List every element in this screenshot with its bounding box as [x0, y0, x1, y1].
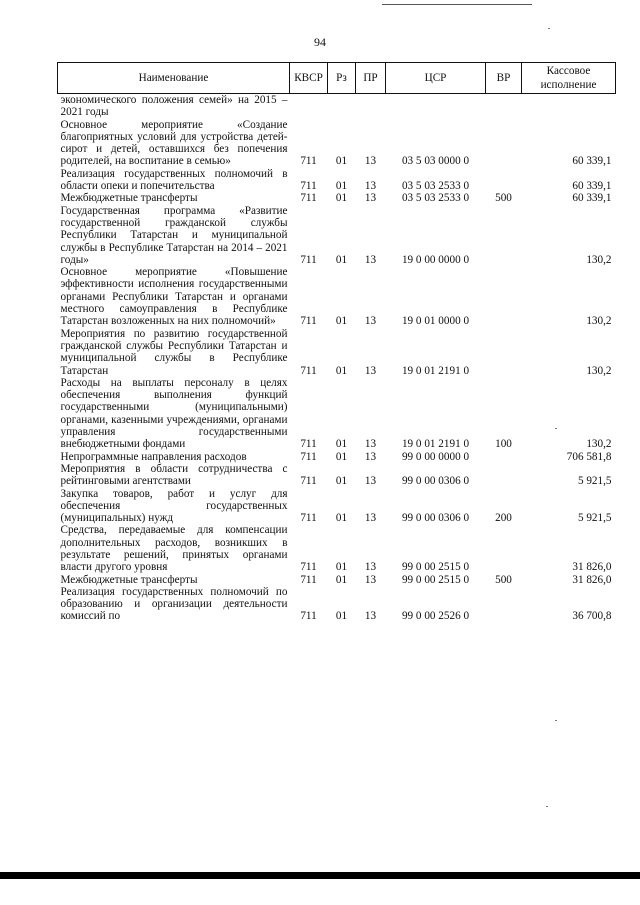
cell-pr: 13: [364, 561, 377, 574]
cell-kvsr: 711: [300, 192, 317, 205]
cell-csr: [386, 94, 486, 119]
cell-vr: 500: [495, 573, 512, 586]
cell-rz: 01: [335, 180, 348, 193]
scan-speck: [555, 720, 557, 721]
header-csr: ЦСР: [386, 63, 486, 94]
table-body: [58, 94, 616, 623]
cell-rz: 01: [335, 253, 348, 266]
cell-rz: 01: [335, 315, 348, 328]
cell-sum: 130,2: [586, 253, 612, 266]
cell-rz: 01: [335, 610, 348, 623]
header-sum: Кассовое исполнение: [522, 63, 616, 94]
cell-sum: 130,2: [586, 315, 612, 328]
header-rz: Рз: [328, 63, 356, 94]
cell-pr: 13: [364, 610, 377, 623]
cell-csr: 19 0 01 2191 0: [401, 438, 470, 451]
cell-csr: 99 0 00 0306 0: [401, 475, 470, 488]
cell-name: Основное мероприятие «Создание благоприятных условий для устройства детей-сирот и детей, оставшихся без попечения родителей, на воспитание в семью»: [60, 118, 288, 168]
cell-csr: 03 5 03 2533 0: [401, 180, 470, 193]
cell-vr: [486, 451, 522, 463]
cell-rz: 01: [335, 573, 348, 586]
cell-name: Реализация государственных полномочий по образованию и организации деятельности комиссий по: [60, 585, 288, 623]
cell-rz: 01: [335, 155, 348, 168]
cell-csr: 19 0 00 0000 0: [401, 253, 470, 266]
cell-rz: 01: [335, 192, 348, 205]
cell-name: Мероприятия в области сотрудничества с рейтинговыми агентствами: [60, 462, 288, 488]
table-row: [58, 119, 616, 168]
cell-kvsr: 711: [300, 475, 317, 488]
cell-name: Реализация государственных полномочий в области опеки и попечительства: [60, 167, 288, 193]
cell-vr: [486, 119, 522, 168]
table-header-row: [58, 63, 616, 94]
cell-kvsr: 711: [300, 573, 317, 586]
table-row: [58, 463, 616, 488]
cell-rz: 01: [335, 438, 348, 451]
cell-pr: 13: [364, 573, 377, 586]
cell-name: Непрограммные направления расходов: [60, 450, 247, 463]
cell-name: Мероприятия по развитию государственной гражданской службы Республики Татарстан и муниципальной службы в Республике Татарстан: [60, 327, 288, 377]
cell-kvsr: 711: [300, 450, 317, 463]
scan-speck: [548, 28, 550, 29]
cell-rz: [328, 94, 356, 119]
table-row: [58, 205, 616, 266]
cell-vr: [486, 524, 522, 573]
header-pr: ПР: [356, 63, 386, 94]
cell-pr: 13: [364, 475, 377, 488]
scan-speck: [555, 428, 557, 429]
scan-speck: [546, 806, 548, 807]
cell-pr: 13: [364, 315, 377, 328]
cell-csr: 03 5 03 2533 0: [401, 192, 470, 205]
cell-pr: 13: [364, 253, 377, 266]
cell-sum: [522, 94, 616, 119]
cell-vr: 500: [495, 192, 512, 205]
cell-pr: [356, 94, 386, 119]
cell-vr: [486, 328, 522, 377]
cell-kvsr: 711: [300, 561, 317, 574]
cell-sum: 130,2: [586, 438, 612, 451]
cell-csr: 19 0 01 0000 0: [401, 315, 470, 328]
cell-pr: 13: [364, 180, 377, 193]
cell-kvsr: 711: [300, 253, 317, 266]
cell-sum: 31 826,0: [572, 561, 612, 574]
cell-sum: 130,2: [586, 364, 612, 377]
table-row: [58, 574, 616, 586]
cell-vr: [486, 266, 522, 327]
cell-pr: 13: [364, 512, 377, 525]
table-row: [58, 94, 616, 119]
cell-kvsr: 711: [300, 155, 317, 168]
cell-vr: [486, 463, 522, 488]
cell-sum: 706 581,8: [566, 450, 612, 463]
cell-rz: 01: [335, 561, 348, 574]
cell-csr: 03 5 03 0000 0: [401, 155, 470, 168]
cell-rz: 01: [335, 450, 348, 463]
cell-csr: 99 0 00 2515 0: [401, 561, 470, 574]
cell-name: Закупка товаров, работ и услуг для обеспечения государственных (муниципальных) нужд: [60, 487, 288, 525]
cell-csr: 99 0 00 0306 0: [401, 512, 470, 525]
cell-vr: [486, 168, 522, 193]
table-row: [58, 488, 616, 525]
cell-sum: 5 921,5: [577, 512, 612, 525]
cell-vr: [486, 205, 522, 266]
cell-sum: 5 921,5: [577, 475, 612, 488]
cell-kvsr: 711: [300, 364, 317, 377]
cell-pr: 13: [364, 438, 377, 451]
cell-rz: 01: [335, 512, 348, 525]
table-row: [58, 451, 616, 463]
scan-bottom-edge: [0, 872, 640, 879]
cell-csr: 99 0 00 2515 0: [401, 573, 470, 586]
cell-kvsr: 711: [300, 180, 317, 193]
cell-pr: 13: [364, 364, 377, 377]
cell-pr: 13: [364, 192, 377, 205]
cell-sum: 60 339,1: [572, 180, 612, 193]
cell-name: Государственная программа «Развитие государственной гражданской службы Республики Татарстан и муниципальной службы в Республике Татарстан на 2014 – 2021 годы»: [60, 204, 288, 266]
table-row: [58, 192, 616, 204]
cell-kvsr: 711: [300, 315, 317, 328]
table-row: [58, 524, 616, 573]
header-vr: ВР: [486, 63, 522, 94]
cell-pr: 13: [364, 155, 377, 168]
cell-rz: 01: [335, 364, 348, 377]
cell-csr: 19 0 01 2191 0: [401, 364, 470, 377]
cell-vr: 200: [495, 512, 512, 525]
table-row: [58, 168, 616, 193]
cell-sum: 36 700,8: [572, 610, 612, 623]
table-row: [58, 377, 616, 451]
table-row: [58, 266, 616, 327]
cell-name: Межбюджетные трансферты: [60, 573, 198, 586]
cell-sum: 60 339,1: [572, 192, 612, 205]
top-rule: [382, 4, 532, 5]
budget-table: [57, 62, 616, 623]
page-number: 94: [314, 35, 326, 49]
cell-pr: 13: [364, 450, 377, 463]
table-row: [58, 586, 616, 623]
cell-sum: 60 339,1: [572, 155, 612, 168]
header-name: Наименование: [58, 63, 290, 94]
cell-name: Расходы на выплаты персоналу в целях обеспечения выполнения функций государственными (муниципальными) органами, казенными учреждениями, органами управления государственными внебюджетными фондами: [60, 376, 288, 451]
cell-name: Межбюджетные трансферты: [60, 192, 198, 205]
cell-sum: 31 826,0: [572, 573, 612, 586]
cell-name: экономического положения семей» на 2015 – 2021 годы: [60, 94, 288, 119]
cell-vr: [486, 94, 522, 119]
cell-kvsr: 711: [300, 610, 317, 623]
cell-kvsr: [290, 94, 328, 119]
header-kvsr: КВСР: [290, 63, 328, 94]
cell-csr: 99 0 00 0000 0: [401, 450, 470, 463]
cell-rz: 01: [335, 475, 348, 488]
cell-csr: 99 0 00 2526 0: [401, 610, 470, 623]
cell-kvsr: 711: [300, 438, 317, 451]
cell-name: Средства, передаваемые для компенсации дополнительных расходов, возникших в результате решений, принятых органами власти другого уровня: [60, 524, 288, 574]
table-row: [58, 328, 616, 377]
cell-vr: [486, 586, 522, 623]
cell-name: Основное мероприятие «Повышение эффективности исполнения государственными органами Республики Татарстан и органами местного самоуправления в Республике Татарстан возложенных на них полномочий»: [60, 266, 288, 328]
cell-vr: 100: [495, 438, 512, 451]
cell-kvsr: 711: [300, 512, 317, 525]
